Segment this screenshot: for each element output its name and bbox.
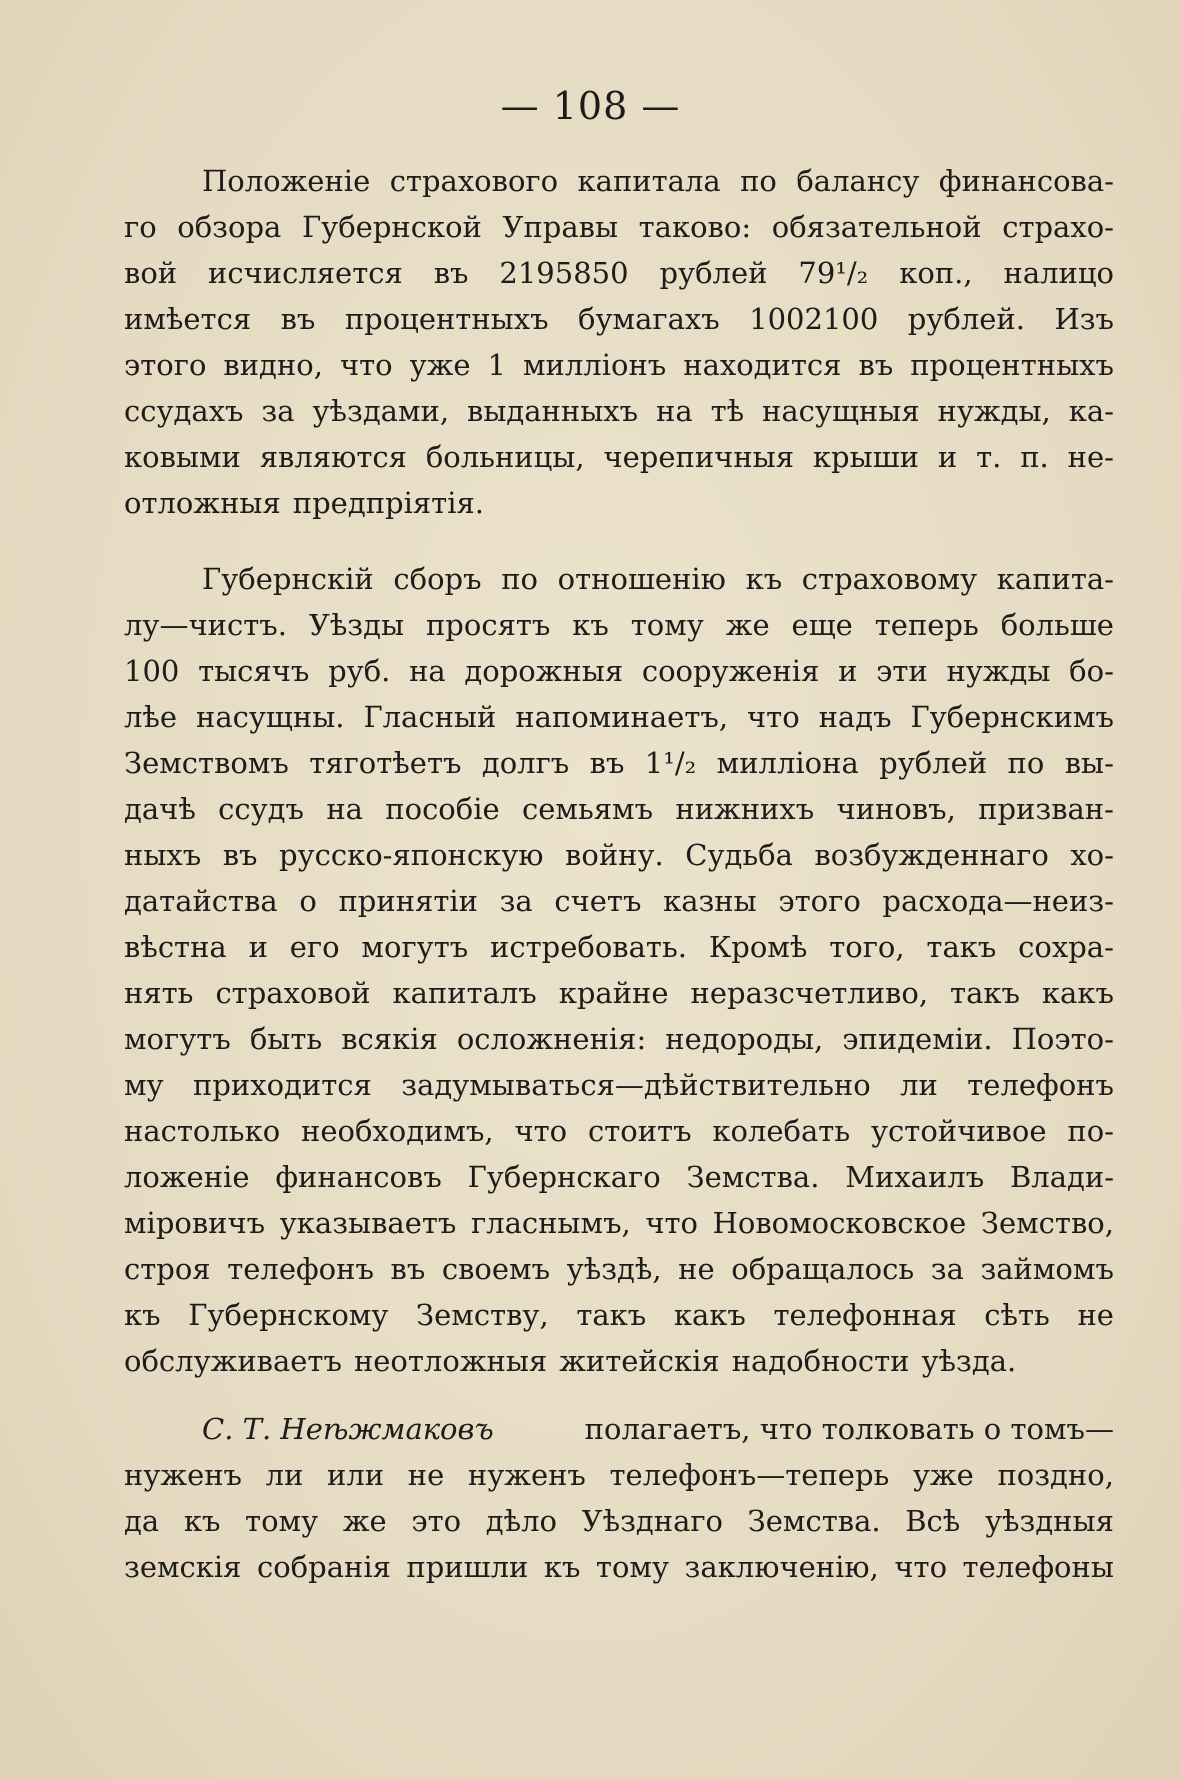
text-line: имѣется въ процентныхъ бумагахъ 1002100 рублей. Изъ: [124, 302, 1114, 336]
text-line: му приходится задумываться—дѣйствительно ли телефонъ: [124, 1068, 1114, 1102]
text-line: го обзора Губернской Управы таково: обязательной страхо-: [124, 210, 1114, 244]
text-line: земскія собранія пришли къ тому заключенію, что телефоны: [124, 1550, 1114, 1584]
text-line: къ Губернскому Земству, такъ какъ телефонная сѣть не: [124, 1298, 1114, 1332]
text-line: вѣстна и его могутъ истребовать. Кромѣ того, такъ сохра-: [124, 930, 1114, 964]
text-line: да къ тому же это дѣло Уѣзднаго Земства. Всѣ уѣздныя: [124, 1504, 1114, 1538]
text-line: ковыми являются больницы, черепичныя крыши и т. п. не-: [124, 440, 1114, 474]
text-line: отложныя предпріятія.: [124, 486, 484, 520]
text-line: ссудахъ за уѣздами, выданныхъ на тѣ насущныя нужды, ка-: [124, 394, 1114, 428]
text-line: [124, 1406, 1114, 1452]
text-line: нуженъ ли или не нуженъ телефонъ—теперь уже поздно,: [124, 1458, 1114, 1492]
text-line: лѣе насущны. Гласный напоминаетъ, что надъ Губернскимъ: [124, 700, 1114, 734]
body-text: [124, 158, 1114, 1590]
line-text: полагаетъ, что толковать о томъ—: [584, 1412, 1114, 1446]
paragraph-1: [124, 158, 1114, 526]
page-number: — 108 —: [500, 84, 681, 128]
text-line: обслуживаетъ неотложныя житейскія надобности уѣзда.: [124, 1344, 1017, 1378]
text-line: дачѣ ссудъ на пособіе семьямъ нижнихъ чиновъ, призван-: [124, 792, 1114, 826]
text-line: вой исчисляется въ 2195850 рублей 79¹/₂ коп., налицо: [124, 256, 1114, 290]
speaker-name: С. Т. Неѣжмаковъ: [202, 1412, 494, 1446]
text-line: нять страховой капиталъ крайне неразсчетливо, такъ какъ: [124, 976, 1114, 1010]
text-line: этого видно, что уже 1 милліонъ находится въ процентныхъ: [124, 348, 1114, 382]
text-line: лу—чистъ. Уѣзды просятъ къ тому же еще теперь больше: [124, 608, 1114, 642]
text-line: ныхъ въ русско-японскую войну. Судьба возбужденнаго хо-: [124, 838, 1114, 872]
text-line: могутъ быть всякія осложненія: недороды, эпидеміи. Поэто-: [124, 1022, 1114, 1056]
text-line: строя телефонъ въ своемъ уѣздѣ, не обращалось за займомъ: [124, 1252, 1114, 1286]
text-line: міровичъ указываетъ гласнымъ, что Новомосковское Земство,: [124, 1206, 1114, 1240]
text-line: Земствомъ тяготѣетъ долгъ въ 1¹/₂ милліона рублей по вы-: [124, 746, 1114, 780]
paragraph-3: [124, 1406, 1114, 1590]
text-line: Положеніе страхового капитала по балансу финансова-: [202, 164, 1114, 198]
text-line: настолько необходимъ, что стоитъ колебать устойчивое по-: [124, 1114, 1114, 1148]
text-line: Губернскій сборъ по отношенію къ страховому капита-: [202, 562, 1114, 596]
text-line: 100 тысячъ руб. на дорожныя сооруженія и эти нужды бо-: [124, 654, 1114, 688]
text-line: ложеніе финансовъ Губернскаго Земства. Михаилъ Влади-: [124, 1160, 1114, 1194]
text-line: датайства о принятіи за счетъ казны этого расхода—неиз-: [124, 884, 1114, 918]
paragraph-2: [124, 556, 1114, 1384]
